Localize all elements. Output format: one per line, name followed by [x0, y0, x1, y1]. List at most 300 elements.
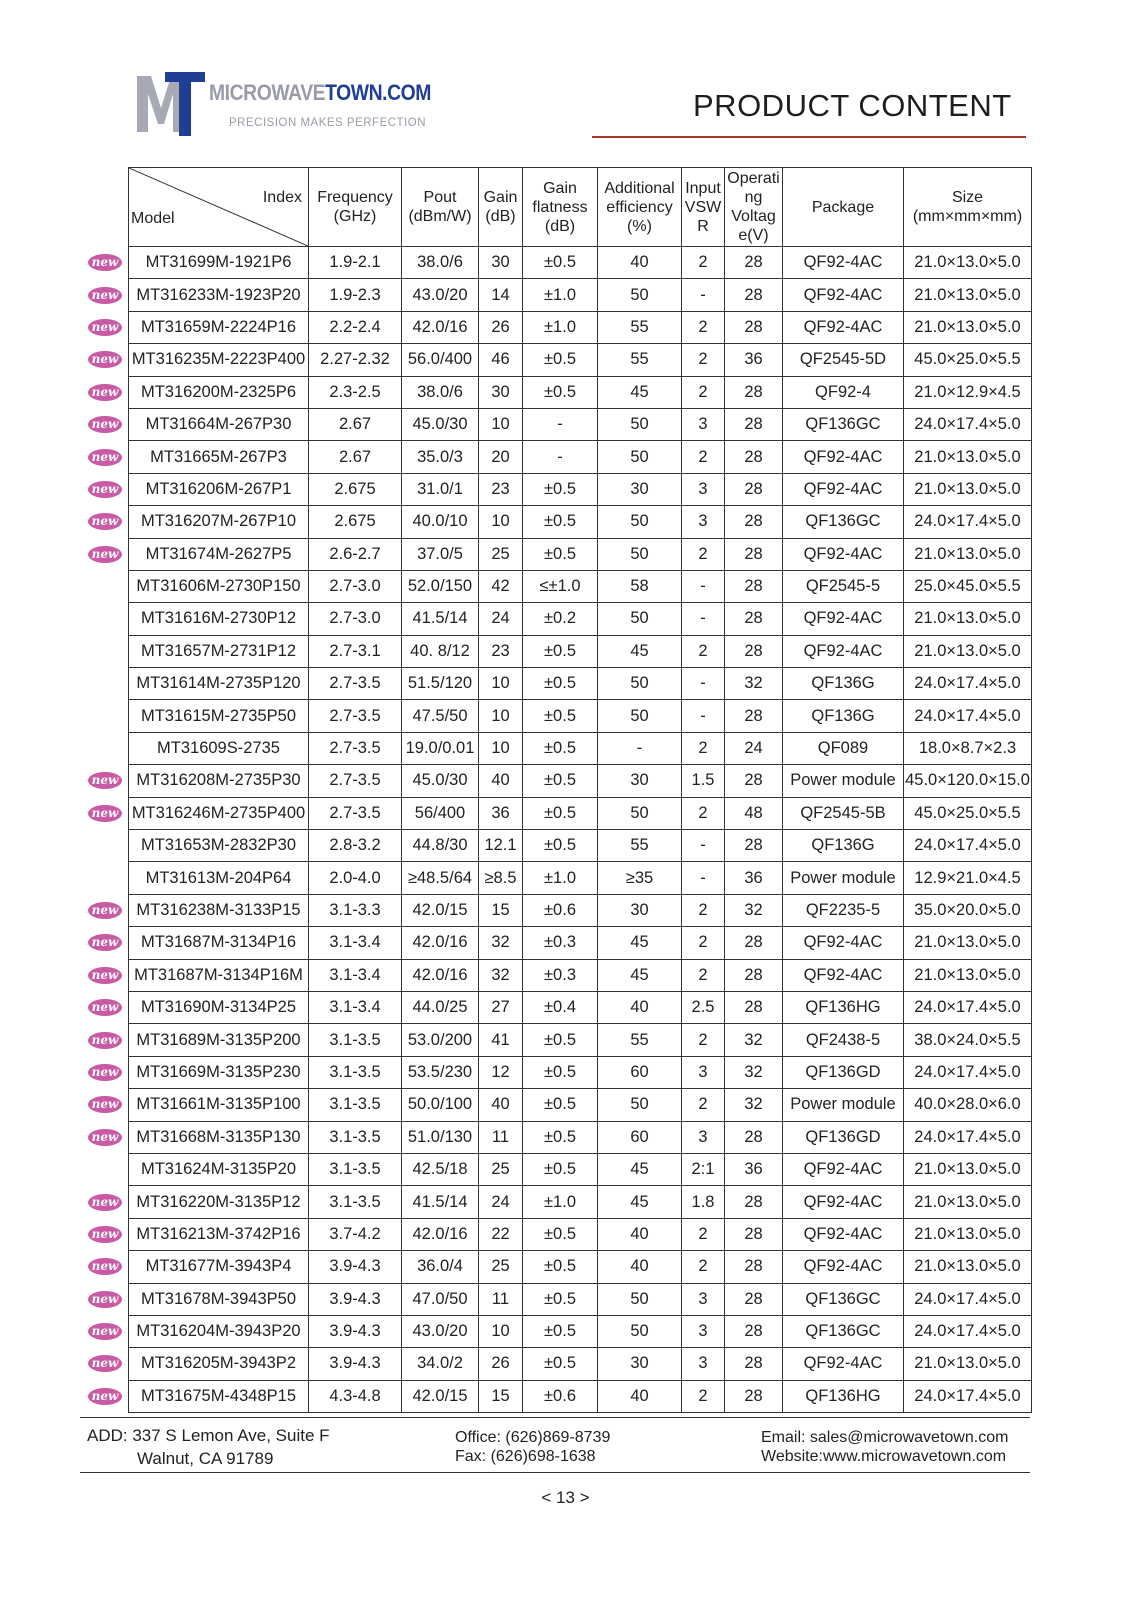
new-badge-icon: new — [88, 416, 122, 433]
footer-bottom-rule — [80, 1472, 1030, 1473]
table-row — [129, 668, 1032, 700]
table-cell: 3.1-3.5 — [309, 1186, 402, 1218]
corner-model-label: Model — [131, 210, 175, 227]
table-cell: ±0.5 — [523, 473, 598, 505]
table-cell: 21.0×13.0×5.0 — [904, 473, 1032, 505]
table-row — [129, 1121, 1032, 1153]
table-cell: 45 — [598, 376, 682, 408]
table-row — [129, 830, 1032, 862]
table-cell: ±0.5 — [523, 1056, 598, 1088]
table-cell: 45 — [598, 635, 682, 667]
table-cell: 24.0×17.4×5.0 — [904, 1315, 1032, 1347]
table-cell: 40.0/10 — [402, 506, 479, 538]
table-cell: QF92-4AC — [783, 1153, 904, 1185]
table-cell: QF92-4AC — [783, 635, 904, 667]
logo-name-part1: MICROWAVE — [209, 80, 326, 105]
table-cell: 50 — [598, 1283, 682, 1315]
table-row — [129, 1283, 1032, 1315]
table-cell: QF136GC — [783, 1283, 904, 1315]
table-cell: 2.7-3.1 — [309, 635, 402, 667]
table-cell: 18.0×8.7×2.3 — [904, 732, 1032, 764]
column-header: Size (mm×mm×mm) — [904, 168, 1032, 247]
product-spec-table — [128, 167, 1032, 1413]
new-badge-icon: new — [88, 1129, 122, 1146]
table-cell: 36 — [725, 1153, 783, 1185]
logo-tagline: PRECISION MAKES PERFECTION — [229, 117, 427, 129]
footer-address-line1: ADD: 337 S Lemon Ave, Suite F — [87, 1426, 330, 1445]
table-cell: 53.0/200 — [402, 1024, 479, 1056]
table-cell: ±0.3 — [523, 927, 598, 959]
new-badge-icon: new — [88, 772, 122, 789]
model-cell: MT31664M-267P30 — [129, 408, 309, 440]
table-cell: 12 — [479, 1056, 523, 1088]
table-cell: 45.0×25.0×5.5 — [904, 797, 1032, 829]
table-cell: 3.9-4.3 — [309, 1251, 402, 1283]
new-badge-icon: new — [88, 902, 122, 919]
table-cell: - — [682, 603, 725, 635]
new-badge-icon: new — [88, 481, 122, 498]
model-cell: MT31659M-2224P16 — [129, 311, 309, 343]
table-cell: 50 — [598, 603, 682, 635]
column-header: Gain flatness (dB) — [523, 168, 598, 247]
table-cell: QF136GD — [783, 1121, 904, 1153]
table-cell: 38.0/6 — [402, 247, 479, 279]
table-cell: 2 — [682, 1089, 725, 1121]
table-cell: ±0.2 — [523, 603, 598, 635]
table-cell: 3.1-3.4 — [309, 959, 402, 991]
table-row — [129, 927, 1032, 959]
new-badge-icon: new — [88, 1194, 122, 1211]
table-cell: 3 — [682, 1315, 725, 1347]
new-badge-icon: new — [88, 967, 122, 984]
table-cell: 56.0/400 — [402, 344, 479, 376]
table-cell: 3 — [682, 1121, 725, 1153]
table-cell: 32 — [725, 668, 783, 700]
table-cell: 55 — [598, 311, 682, 343]
table-cell: ±1.0 — [523, 1186, 598, 1218]
model-cell: MT316238M-3133P15 — [129, 894, 309, 926]
table-cell: 55 — [598, 830, 682, 862]
table-cell: 28 — [725, 603, 783, 635]
table-row — [129, 279, 1032, 311]
table-cell: 28 — [725, 1121, 783, 1153]
table-cell: 2.67 — [309, 441, 402, 473]
model-cell: MT31678M-3943P50 — [129, 1283, 309, 1315]
table-cell: 30 — [598, 894, 682, 926]
table-cell: ±0.5 — [523, 700, 598, 732]
table-cell: 21.0×13.0×5.0 — [904, 538, 1032, 570]
table-cell: 56/400 — [402, 797, 479, 829]
table-cell: 40 — [598, 1251, 682, 1283]
table-cell: 2.67 — [309, 408, 402, 440]
table-cell: 24.0×17.4×5.0 — [904, 1056, 1032, 1088]
table-cell: 28 — [725, 247, 783, 279]
table-cell: QF92-4AC — [783, 473, 904, 505]
table-cell: 43.0/20 — [402, 279, 479, 311]
table-cell: 30 — [598, 765, 682, 797]
table-cell: - — [523, 441, 598, 473]
table-cell: 32 — [725, 1089, 783, 1121]
new-badge-icon: new — [88, 449, 122, 466]
column-header: Operati ng Voltag e(V) — [725, 168, 783, 247]
table-cell: 3.1-3.5 — [309, 1056, 402, 1088]
table-cell: 50 — [598, 1089, 682, 1121]
table-row — [129, 1348, 1032, 1380]
table-cell: ±0.5 — [523, 1315, 598, 1347]
table-cell: 28 — [725, 441, 783, 473]
table-cell: 35.0/3 — [402, 441, 479, 473]
table-cell: 10 — [479, 700, 523, 732]
table-cell: 2 — [682, 927, 725, 959]
table-row — [129, 1056, 1032, 1088]
table-cell: 10 — [479, 668, 523, 700]
table-header-row — [129, 168, 1032, 247]
table-cell: QF136GC — [783, 408, 904, 440]
new-badge-icon: new — [88, 546, 122, 563]
table-cell: QF2438-5 — [783, 1024, 904, 1056]
table-cell: 28 — [725, 1283, 783, 1315]
table-cell: 15 — [479, 1380, 523, 1412]
table-cell: 3.9-4.3 — [309, 1283, 402, 1315]
table-cell: 51.0/130 — [402, 1121, 479, 1153]
table-cell: 21.0×13.0×5.0 — [904, 1251, 1032, 1283]
table-cell: Power module — [783, 1089, 904, 1121]
table-cell: 50 — [598, 408, 682, 440]
table-cell: 27 — [479, 991, 523, 1023]
table-cell: 12.1 — [479, 830, 523, 862]
table-cell: 42.5/18 — [402, 1153, 479, 1185]
table-cell: 28 — [725, 991, 783, 1023]
table-cell: ±0.5 — [523, 376, 598, 408]
footer-fax: Fax: (626)698-1638 — [455, 1448, 596, 1465]
table-cell: 50 — [598, 797, 682, 829]
table-cell: 28 — [725, 311, 783, 343]
table-cell: 24.0×17.4×5.0 — [904, 506, 1032, 538]
table-cell: 2 — [682, 1380, 725, 1412]
table-cell: 2 — [682, 311, 725, 343]
table-cell: 2 — [682, 247, 725, 279]
corner-header — [129, 168, 309, 247]
table-cell: 47.0/50 — [402, 1283, 479, 1315]
table-cell: 3.9-4.3 — [309, 1348, 402, 1380]
footer-address-line2: Walnut, CA 91789 — [137, 1449, 274, 1468]
table-row — [129, 1251, 1032, 1283]
table-row — [129, 894, 1032, 926]
table-cell: 35.0×20.0×5.0 — [904, 894, 1032, 926]
table-cell: ±0.5 — [523, 668, 598, 700]
table-cell: 50 — [598, 700, 682, 732]
table-cell: QF92-4AC — [783, 311, 904, 343]
table-cell: 28 — [725, 1348, 783, 1380]
new-badge-icon: new — [88, 1388, 122, 1405]
table-cell: 2.7-3.0 — [309, 570, 402, 602]
table-cell: 3 — [682, 1283, 725, 1315]
table-cell: QF92-4AC — [783, 603, 904, 635]
table-cell: 28 — [725, 765, 783, 797]
table-cell: QF92-4AC — [783, 1251, 904, 1283]
table-cell: 32 — [479, 927, 523, 959]
table-cell: 50 — [598, 441, 682, 473]
model-cell: MT31609S-2735 — [129, 732, 309, 764]
table-row — [129, 570, 1032, 602]
table-cell: 40 — [598, 247, 682, 279]
table-cell: 28 — [725, 506, 783, 538]
table-cell: 40 — [479, 765, 523, 797]
table-cell: 23 — [479, 473, 523, 505]
table-row — [129, 991, 1032, 1023]
table-cell: 28 — [725, 473, 783, 505]
table-cell: 28 — [725, 959, 783, 991]
table-cell: 2.7-3.5 — [309, 700, 402, 732]
table-cell: 43.0/20 — [402, 1315, 479, 1347]
table-cell: 40 — [598, 991, 682, 1023]
table-cell: ±0.6 — [523, 894, 598, 926]
table-cell: 28 — [725, 635, 783, 667]
table-cell: 3 — [682, 506, 725, 538]
new-badge-icon: new — [88, 1064, 122, 1081]
table-cell: 2.7-3.5 — [309, 668, 402, 700]
table-cell: 40.0×28.0×6.0 — [904, 1089, 1032, 1121]
table-cell: 2 — [682, 344, 725, 376]
table-cell: - — [682, 830, 725, 862]
table-cell: 42 — [479, 570, 523, 602]
table-row — [129, 603, 1032, 635]
table-cell: 38.0×24.0×5.5 — [904, 1024, 1032, 1056]
table-cell: 2 — [682, 959, 725, 991]
table-cell: 34.0/2 — [402, 1348, 479, 1380]
table-cell: ±0.5 — [523, 1153, 598, 1185]
table-row — [129, 441, 1032, 473]
model-cell: MT31653M-2832P30 — [129, 830, 309, 862]
new-badge-icon: new — [88, 1323, 122, 1340]
table-cell: 60 — [598, 1056, 682, 1088]
new-badge-icon: new — [88, 934, 122, 951]
new-badge-icon: new — [88, 1226, 122, 1243]
table-cell: 2.2-2.4 — [309, 311, 402, 343]
table-cell: QF92-4AC — [783, 279, 904, 311]
table-cell: 21.0×13.0×5.0 — [904, 603, 1032, 635]
table-cell: 50 — [598, 668, 682, 700]
table-cell: 53.5/230 — [402, 1056, 479, 1088]
table-cell: ≥35 — [598, 862, 682, 894]
table-cell: ±0.5 — [523, 506, 598, 538]
table-cell: 2 — [682, 732, 725, 764]
table-cell: QF136G — [783, 830, 904, 862]
table-cell: 60 — [598, 1121, 682, 1153]
table-row — [129, 376, 1032, 408]
table-cell: 52.0/150 — [402, 570, 479, 602]
table-cell: 3.1-3.3 — [309, 894, 402, 926]
model-cell: MT31657M-2731P12 — [129, 635, 309, 667]
table-cell: 46 — [479, 344, 523, 376]
table-cell: 41 — [479, 1024, 523, 1056]
page-number: < 13 > — [541, 1488, 590, 1507]
new-badge-icon: new — [88, 1032, 122, 1049]
table-cell: 28 — [725, 1186, 783, 1218]
table-cell: 2 — [682, 376, 725, 408]
table-cell: 45.0×120.0×15.0 — [904, 765, 1032, 797]
table-cell: 51.5/120 — [402, 668, 479, 700]
table-cell: ±0.5 — [523, 732, 598, 764]
table-cell: - — [682, 570, 725, 602]
table-cell: 24.0×17.4×5.0 — [904, 1380, 1032, 1412]
table-cell: 24 — [479, 1186, 523, 1218]
table-cell: QF136G — [783, 668, 904, 700]
table-cell: 30 — [598, 473, 682, 505]
table-cell: 50 — [598, 279, 682, 311]
table-cell: 50.0/100 — [402, 1089, 479, 1121]
table-cell: 42.0/16 — [402, 1218, 479, 1250]
table-cell: ≥48.5/64 — [402, 862, 479, 894]
table-cell: 24.0×17.4×5.0 — [904, 830, 1032, 862]
table-cell: 10 — [479, 1315, 523, 1347]
table-cell: 25 — [479, 1251, 523, 1283]
table-row — [129, 1153, 1032, 1185]
diagonal-divider — [129, 168, 308, 246]
table-cell: 11 — [479, 1283, 523, 1315]
corner-index-label: Index — [262, 189, 302, 206]
table-cell: QF92-4AC — [783, 927, 904, 959]
table-cell: 26 — [479, 1348, 523, 1380]
table-cell: 40. 8/12 — [402, 635, 479, 667]
table-cell: 32 — [725, 894, 783, 926]
table-cell: QF136HG — [783, 1380, 904, 1412]
table-cell: 28 — [725, 1251, 783, 1283]
table-cell: 37.0/5 — [402, 538, 479, 570]
column-header: Additional efficiency (%) — [598, 168, 682, 247]
table-cell: ±0.5 — [523, 1348, 598, 1380]
table-row — [129, 1089, 1032, 1121]
new-badge-icon: new — [88, 805, 122, 822]
model-cell: MT31624M-3135P20 — [129, 1153, 309, 1185]
table-cell: 12.9×21.0×4.5 — [904, 862, 1032, 894]
table-cell: 24 — [479, 603, 523, 635]
table-row — [129, 506, 1032, 538]
table-cell: 42.0/16 — [402, 959, 479, 991]
table-cell: ±0.5 — [523, 1121, 598, 1153]
table-cell: 42.0/15 — [402, 894, 479, 926]
table-cell: 22 — [479, 1218, 523, 1250]
table-cell: 45 — [598, 1153, 682, 1185]
table-cell: 2.8-3.2 — [309, 830, 402, 862]
table-cell: 2.675 — [309, 473, 402, 505]
table-cell: QF136GC — [783, 506, 904, 538]
table-cell: 32 — [725, 1056, 783, 1088]
table-cell: 21.0×13.0×5.0 — [904, 1153, 1032, 1185]
logo-mark-icon — [137, 72, 205, 136]
table-cell: ±0.5 — [523, 247, 598, 279]
table-cell: ±0.5 — [523, 1024, 598, 1056]
table-row — [129, 473, 1032, 505]
table-cell: 44.8/30 — [402, 830, 479, 862]
new-badge-icon: new — [88, 1258, 122, 1275]
table-cell: 31.0/1 — [402, 473, 479, 505]
new-badge-icon: new — [88, 319, 122, 336]
table-cell: Power module — [783, 862, 904, 894]
table-cell: QF136G — [783, 700, 904, 732]
table-cell: 28 — [725, 830, 783, 862]
table-row — [129, 765, 1032, 797]
table-cell: 3 — [682, 1348, 725, 1380]
logo-name-part2: TOWN.COM — [325, 80, 431, 105]
table-cell: 40 — [479, 1089, 523, 1121]
table-cell: 2.27-2.32 — [309, 344, 402, 376]
table-row — [129, 959, 1032, 991]
table-cell: ±1.0 — [523, 862, 598, 894]
table-cell: 1.9-2.3 — [309, 279, 402, 311]
table-cell: - — [682, 279, 725, 311]
table-cell: 3.9-4.3 — [309, 1315, 402, 1347]
table-cell: - — [523, 408, 598, 440]
new-badge-icon: new — [88, 1096, 122, 1113]
model-cell: MT31669M-3135P230 — [129, 1056, 309, 1088]
table-cell: 26 — [479, 311, 523, 343]
table-cell: 3.1-3.5 — [309, 1121, 402, 1153]
table-cell: ±0.5 — [523, 344, 598, 376]
table-cell: 41.5/14 — [402, 1186, 479, 1218]
footer-email: Email: sales@microwavetown.com — [761, 1429, 1009, 1446]
table-cell: 32 — [725, 1024, 783, 1056]
table-row — [129, 635, 1032, 667]
model-cell: MT316220M-3135P12 — [129, 1186, 309, 1218]
table-cell: QF92-4AC — [783, 1348, 904, 1380]
table-cell: 41.5/14 — [402, 603, 479, 635]
model-cell: MT31687M-3134P16M — [129, 959, 309, 991]
table-cell: 36.0/4 — [402, 1251, 479, 1283]
table-cell: 10 — [479, 732, 523, 764]
table-row — [129, 797, 1032, 829]
model-cell: MT316207M-267P10 — [129, 506, 309, 538]
new-badge-icon: new — [88, 999, 122, 1016]
table-cell: 2.7-3.5 — [309, 765, 402, 797]
table-row — [129, 700, 1032, 732]
table-cell: 48 — [725, 797, 783, 829]
model-cell: MT31677M-3943P4 — [129, 1251, 309, 1283]
table-cell: 30 — [479, 247, 523, 279]
model-cell: MT31606M-2730P150 — [129, 570, 309, 602]
table-cell: 2.0-4.0 — [309, 862, 402, 894]
table-cell: 24.0×17.4×5.0 — [904, 1283, 1032, 1315]
table-cell: QF136HG — [783, 991, 904, 1023]
table-cell: ±0.6 — [523, 1380, 598, 1412]
table-cell: 40 — [598, 1218, 682, 1250]
table-cell: 30 — [479, 376, 523, 408]
new-badge-icon: new — [88, 384, 122, 401]
table-cell: ±0.3 — [523, 959, 598, 991]
table-cell: 24.0×17.4×5.0 — [904, 668, 1032, 700]
model-cell: MT31613M-204P64 — [129, 862, 309, 894]
table-cell: 10 — [479, 506, 523, 538]
table-cell: 25.0×45.0×5.5 — [904, 570, 1032, 602]
table-row — [129, 1186, 1032, 1218]
model-cell: MT316235M-2223P400 — [129, 344, 309, 376]
table-cell: 36 — [725, 862, 783, 894]
table-cell: 15 — [479, 894, 523, 926]
table-row — [129, 247, 1032, 279]
table-cell: 21.0×13.0×5.0 — [904, 1218, 1032, 1250]
table-cell: 3 — [682, 408, 725, 440]
company-logo — [137, 72, 437, 142]
table-cell: 2 — [682, 1251, 725, 1283]
table-cell: QF92-4AC — [783, 441, 904, 473]
table-cell: 2.5 — [682, 991, 725, 1023]
table-cell: - — [682, 700, 725, 732]
title-underline — [592, 136, 1026, 138]
table-row — [129, 311, 1032, 343]
table-cell: 21.0×13.0×5.0 — [904, 247, 1032, 279]
table-cell: QF2545-5B — [783, 797, 904, 829]
table-cell: 58 — [598, 570, 682, 602]
